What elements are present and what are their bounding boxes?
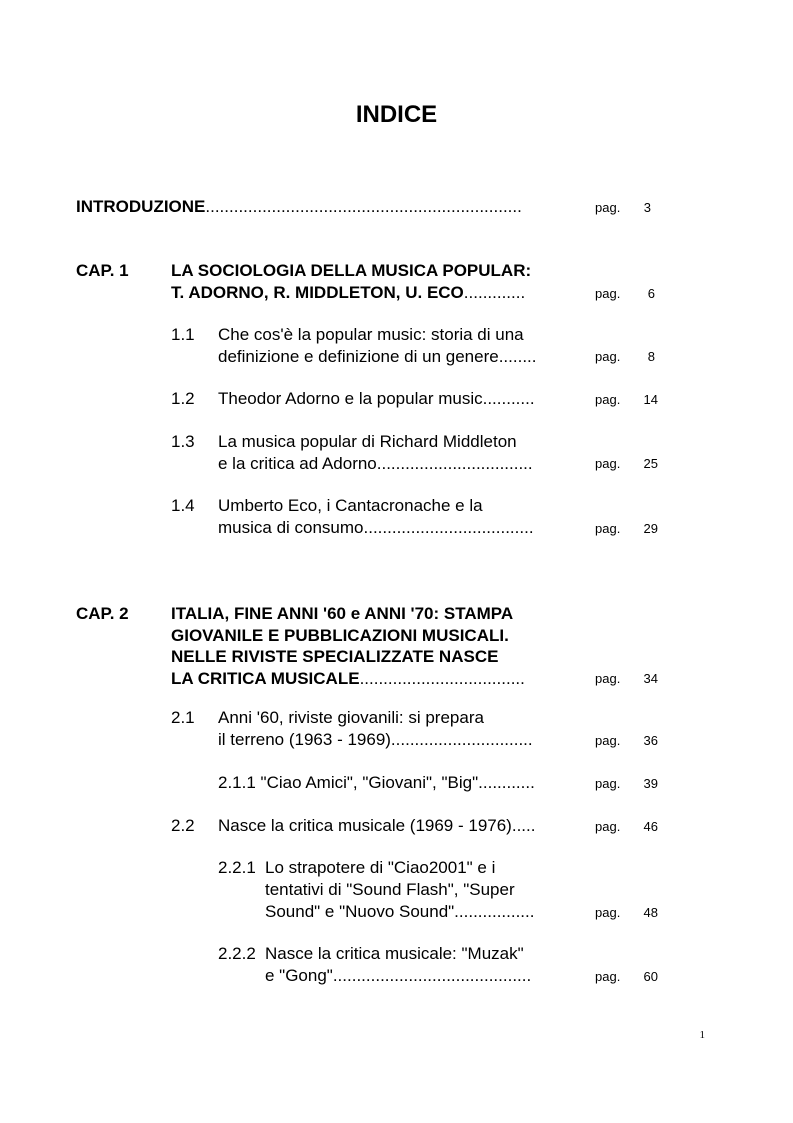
pag-label: pag.	[595, 905, 621, 920]
section-title-line: Anni '60, riviste giovanili: si prepara	[218, 708, 484, 727]
page-number: 29	[643, 521, 658, 536]
section-number: 1.1	[171, 325, 195, 344]
section-title-line: definizione e definizione di un genere........	[218, 347, 537, 366]
subsection-title-line: e "Gong"..........................................	[265, 966, 532, 985]
pag-label: pag.	[595, 969, 621, 984]
page-number: 14	[643, 392, 658, 407]
chapter-title-line: T. ADORNO, R. MIDDLETON, U. ECO.............	[171, 283, 526, 302]
subsection-number: 2.2.2	[218, 944, 256, 963]
page-number: 3	[643, 200, 651, 215]
page-title: INDICE	[355, 101, 438, 128]
pag-label: pag.	[595, 349, 621, 364]
page-number: 36	[643, 733, 658, 748]
section-title-line: e la critica ad Adorno.................................	[218, 454, 533, 473]
subsection-title-line: 2.1.1 "Ciao Amici", "Giovani", "Big"............	[218, 773, 535, 792]
pag-label: pag.	[595, 671, 621, 686]
leader-dots: .............	[463, 283, 526, 302]
page-number: 25	[643, 456, 658, 471]
section-number: 2.1	[171, 708, 195, 727]
subsection-title-line: Lo strapotere di "Ciao2001" e i	[265, 858, 496, 877]
page-number: 8	[647, 349, 655, 364]
pag-label: pag.	[595, 200, 621, 215]
section-title-line: Che cos'è la popular music: storia di una	[218, 325, 524, 344]
leader-dots: ...................................	[359, 669, 525, 688]
pag-label: pag.	[595, 521, 621, 536]
section-title-line: La musica popular di Richard Middleton	[218, 432, 517, 451]
page-number: 34	[643, 671, 658, 686]
chapter-title-line: ITALIA, FINE ANNI '60 e ANNI '70: STAMPA	[171, 604, 514, 623]
section-title-line: Umberto Eco, i Cantacronache e la	[218, 496, 483, 515]
leader-dots: ...................................................................	[205, 197, 522, 216]
chapter-label: CAP. 1	[76, 261, 129, 280]
pag-label: pag.	[595, 776, 621, 791]
folio-page-number: 1	[699, 1029, 705, 1041]
section-number: 1.3	[171, 432, 195, 451]
toc-entry-label: INTRODUZIONE	[76, 197, 206, 216]
chapter-title-line: GIOVANILE E PUBBLICAZIONI MUSICALI.	[171, 626, 509, 645]
pag-label: pag.	[595, 819, 621, 834]
chapter-title-line: LA SOCIOLOGIA DELLA MUSICA POPULAR:	[171, 261, 532, 280]
section-title-line: musica di consumo....................................	[218, 518, 534, 537]
pag-label: pag.	[595, 456, 621, 471]
chapter-title-line: LA CRITICA MUSICALE...................................	[171, 669, 525, 688]
subsection-title-line: Sound" e "Nuovo Sound".................	[265, 902, 535, 921]
pag-label: pag.	[595, 733, 621, 748]
section-title-line: Nasce la critica musicale (1969 - 1976).....	[218, 816, 536, 835]
page-number: 48	[643, 905, 658, 920]
pag-label: pag.	[595, 286, 621, 301]
section-number: 1.2	[171, 389, 195, 408]
section-title-line: il terreno (1963 - 1969)..............................	[218, 730, 533, 749]
page-number: 39	[643, 776, 658, 791]
subsection-title-line: Nasce la critica musicale: "Muzak"	[265, 944, 524, 963]
pag-label: pag.	[595, 392, 621, 407]
section-number: 1.4	[171, 496, 195, 515]
section-title-line: Theodor Adorno e la popular music...........	[218, 389, 535, 408]
chapter-title-line: NELLE RIVISTE SPECIALIZZATE NASCE	[171, 647, 499, 666]
subsection-number: 2.2.1	[218, 858, 256, 877]
chapter-label: CAP. 2	[76, 604, 129, 623]
section-number: 2.2	[171, 816, 195, 835]
page-number: 46	[643, 819, 658, 834]
toc-entry-introduzione	[76, 196, 522, 218]
subsection-title-line: tentativi di "Sound Flash", "Super	[265, 880, 515, 899]
page-number: 60	[643, 969, 658, 984]
page-number: 6	[647, 286, 655, 301]
